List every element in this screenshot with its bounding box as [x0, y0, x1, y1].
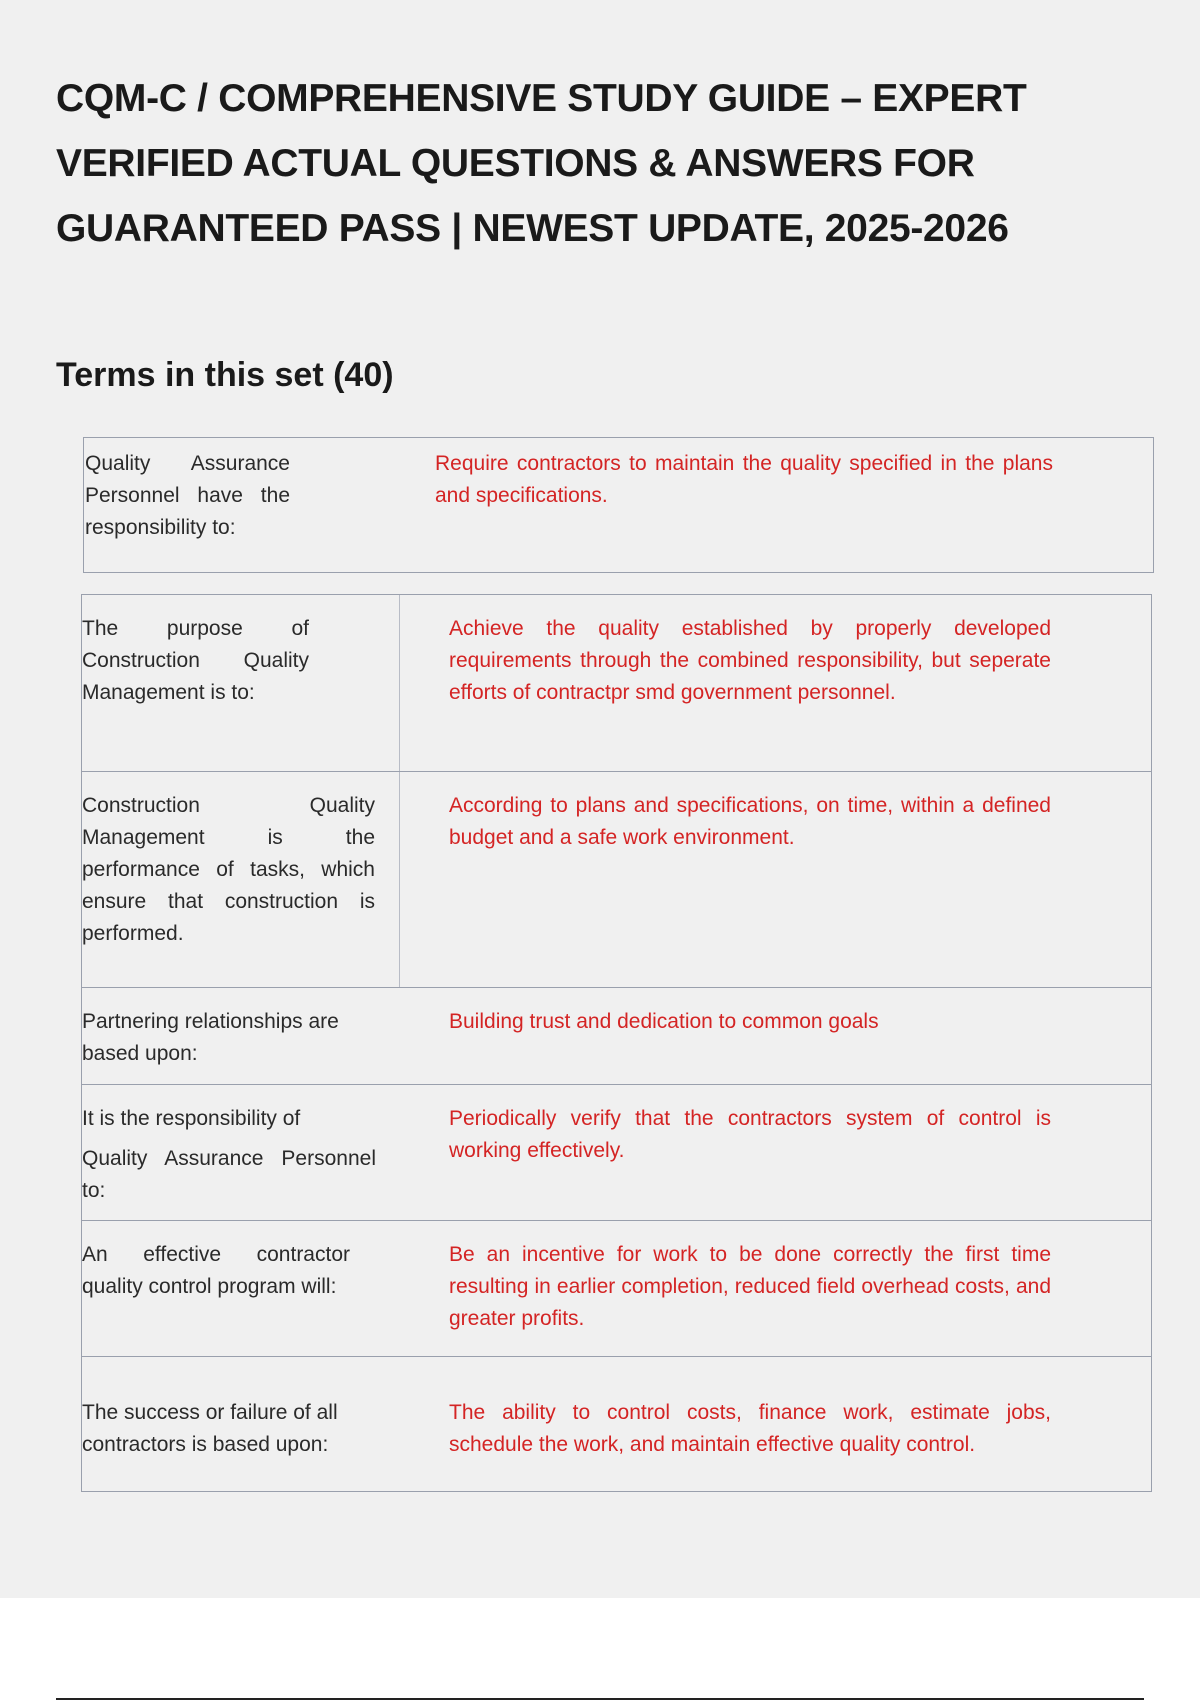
term-text [82, 1085, 400, 1220]
term-text: Partnering relationships are based upon: [82, 1010, 339, 1065]
definition-text: Building trust and dedication to common goals [449, 1010, 879, 1033]
table-row [82, 595, 1151, 771]
definition-text: Achieve the quality established by properly developed requirements through the combined responsibility, but seperate efforts of contractpr smd government personnel. [449, 617, 1051, 704]
term-text: The purpose of Construction Quality Management is to: [82, 595, 400, 771]
definition-text: According to plans and specifications, on time, within a defined budget and a safe work environment. [449, 794, 1051, 849]
definition-text: Require contractors to maintain the quality specified in the plans and specifications. [435, 452, 1053, 507]
term-card [83, 437, 1154, 573]
term-text-line: It is the responsibility of [82, 1107, 301, 1130]
table-row [82, 1220, 1151, 1356]
term-text: An effective contractor quality control program will: [82, 1243, 350, 1298]
term-text: Construction Quality Management is the performance of tasks, which ensure that construction is performed. [82, 772, 400, 987]
terms-count-heading: Terms in this set (40) [56, 356, 394, 394]
term-text: Quality Assurance Personnel have the responsibility to: [85, 452, 290, 539]
table-row [82, 1356, 1151, 1491]
definition-text: Periodically verify that the contractors system of control is working effectively. [449, 1107, 1051, 1162]
term-text-line: Quality Assurance Personnel to: [82, 1147, 376, 1202]
table-row [82, 771, 1151, 987]
table-row [82, 987, 1151, 1084]
definition-text: Be an incentive for work to be done correctly the first time resulting in earlier completion, reduced field overhead costs, and greater profits. [449, 1243, 1051, 1330]
document-title: CQM-C / COMPREHENSIVE STUDY GUIDE – EXPERT VERIFIED ACTUAL QUESTIONS & ANSWERS FOR GUARANTEED PASS | NEWEST UPDATE, 2025-2026 [56, 77, 1027, 250]
table-row [82, 1084, 1151, 1220]
term-text: The success or failure of all contractors is based upon: [82, 1401, 338, 1456]
definition-text: The ability to control costs, finance work, estimate jobs, schedule the work, and maintain effective quality control. [449, 1401, 1051, 1456]
terms-table [81, 594, 1152, 1492]
